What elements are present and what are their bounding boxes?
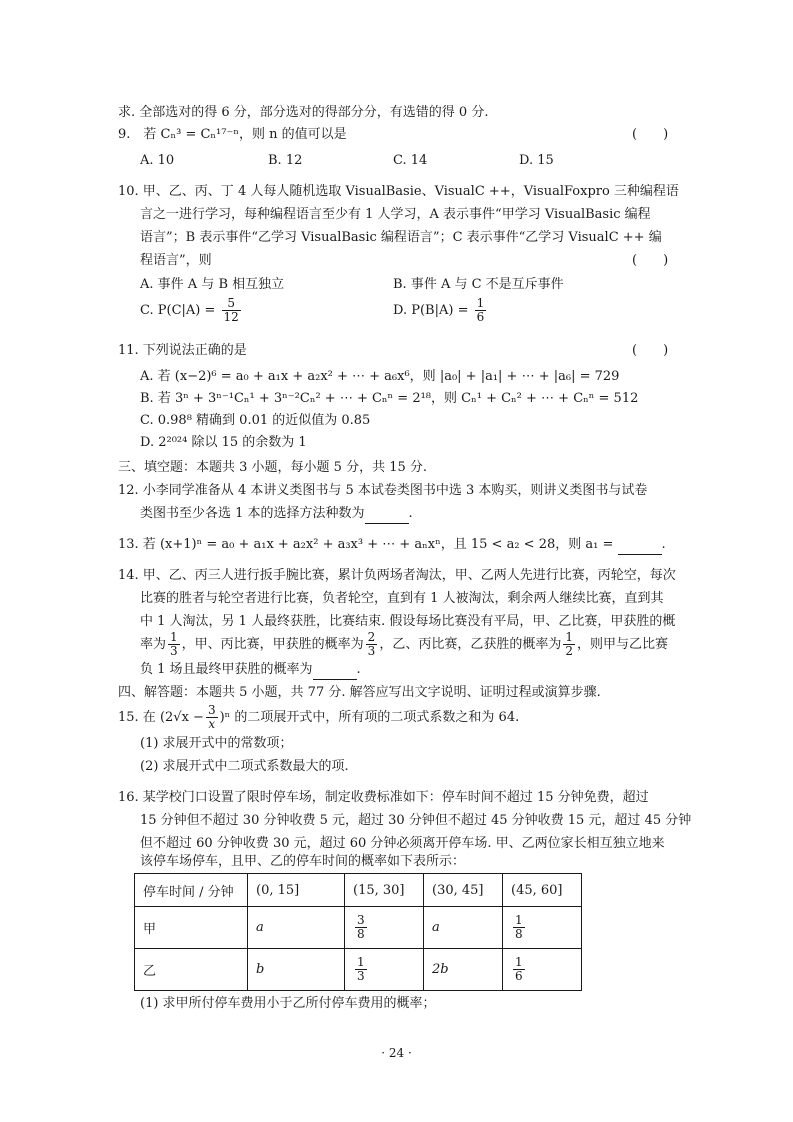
fraction-denominator: x [208, 717, 216, 731]
q14-fraction-1 [168, 631, 180, 657]
q12-text: 类图书至少各选 1 本的选择方法种数为 [140, 506, 365, 521]
fraction-numerator: 1 [476, 296, 485, 311]
q14-text-c: ，乙、丙比赛，乙获胜的概率为 [379, 637, 562, 652]
q11-stem: 11. 下列说法正确的是 [118, 343, 247, 358]
fraction-numerator: 3 [207, 703, 216, 718]
section-intro: 求. 全部选对的得 6 分，部分选对的得部分分，有选错的得 0 分. [118, 105, 489, 120]
q9-option-c: C. 14 [393, 153, 428, 168]
q16-line-1: 16. 某学校门口设置了限时停车场，制定收费标准如下：停车时间不超过 15 分钟免费，超过 [118, 790, 649, 805]
q10-option-b: B. 事件 A 与 C 不是互斥事件 [393, 277, 564, 292]
q14-text-b: ，甲、丙比赛，甲获胜的概率为 [181, 637, 364, 652]
section-3-heading: 三、填空题：本题共 3 小题，每小题 5 分，共 15 分. [118, 460, 428, 475]
table-row [135, 907, 582, 949]
fraction-denominator: 3 [170, 644, 178, 658]
table-cell: a [248, 907, 345, 949]
q9-answer-bracket: ( ) [632, 127, 669, 142]
fraction-denominator: 8 [357, 927, 365, 941]
q16-part-1: (1) 求甲所付停车费用小于乙所付停车费用的概率； [140, 996, 436, 1011]
q14-line-3: 中 1 人淘汰，另 1 人最终获胜，比赛结束. 假设每场比赛没有平局，甲、乙比赛，甲获胜的概 [140, 614, 676, 629]
fraction-denominator: 3 [367, 644, 376, 658]
table-fraction [513, 956, 525, 982]
fraction-numerator: 1 [565, 630, 573, 645]
fraction-denominator: 6 [476, 310, 485, 324]
q9-option-a: A. 10 [140, 153, 175, 168]
fraction-denominator: 3 [357, 969, 365, 983]
q10-line-3: 语言”；B 表示事件“乙学习 VisualBasic 编程语言”；C 表示事件“乙学习 VisualC ++ 编 [140, 230, 662, 245]
q16-line-4: 该停车场停车，且甲、乙的停车时间的概率如下表所示： [140, 854, 466, 869]
q10-line-4: 程语言”，则 [140, 253, 212, 268]
q15-suffix: 的二项展开式中，所有项的二项式系数之和为 64. [234, 710, 520, 725]
q14-text-e: 负 1 场且最终甲获胜的概率为 [140, 662, 313, 677]
parking-probability-table [134, 873, 582, 991]
q13-answer-blank[interactable] [618, 540, 662, 555]
q14-text-a: 率为 [140, 637, 167, 652]
q15-expr-fraction [206, 704, 218, 730]
fraction-numerator: 1 [515, 955, 523, 970]
table-cell [503, 949, 582, 991]
fraction-numerator: 3 [357, 913, 365, 928]
q11-answer-bracket: ( ) [632, 343, 669, 358]
q12-answer-blank[interactable] [365, 509, 409, 524]
fraction-denominator: 8 [515, 927, 523, 941]
q10-option-d-fraction [475, 297, 487, 323]
fraction-denominator: 6 [515, 969, 523, 983]
table-fraction [355, 956, 367, 982]
table-row-label: 乙 [135, 949, 248, 991]
table-cell [345, 949, 424, 991]
q9-stem: 9. 若 Cₙ³ = Cₙ¹⁷⁻ⁿ，则 n 的值可以是 [118, 127, 347, 142]
q15-stem [118, 703, 519, 733]
q14-text-d: ，则甲与乙比赛 [576, 637, 668, 652]
table-cell: b [248, 949, 345, 991]
q14-line-1: 14. 甲、乙、丙三人进行扳手腕比赛，累计负两场者淘汰，甲、乙两人先进行比赛，丙轮空，每次 [118, 568, 676, 583]
table-fraction [513, 914, 525, 940]
q12-line-2 [140, 504, 413, 524]
q12-line-1: 12. 小李同学准备从 4 本讲义类图书与 5 本试卷类图书中选 3 本购买，则讲义类图书与试卷 [118, 483, 648, 498]
q11-option-a: A. 若 (x−2)⁶ = a₀ + a₁x + a₂x² + ⋯ + a₆x⁶，则 |a₀| + |a₁| + ⋯ + |a₆| = 729 [140, 369, 620, 384]
q12-period: . [408, 506, 413, 521]
table-cell: 2b [424, 949, 503, 991]
q11-option-c: C. 0.98⁸ 精确到 0.01 的近似值为 0.85 [140, 413, 371, 428]
fraction-numerator: 2 [367, 630, 376, 645]
table-cell [345, 907, 424, 949]
q10-option-a: A. 事件 A 与 B 相互独立 [140, 277, 285, 292]
table-cell [503, 907, 582, 949]
fraction-denominator: 2 [565, 644, 573, 658]
table-fraction [355, 914, 367, 940]
q10-option-d-text: D. P(B|A) = [393, 303, 469, 318]
q14-line-4 [140, 630, 668, 660]
q9-option-d: D. 15 [519, 153, 554, 168]
q14-answer-blank[interactable] [313, 665, 357, 680]
fraction-denominator: 12 [223, 310, 239, 324]
table-header-cell: (15, 30] [345, 874, 424, 907]
q14-period: . [356, 662, 361, 677]
table-header-cell: (0, 15] [248, 874, 345, 907]
q10-option-c [140, 296, 243, 326]
q14-fraction-3 [563, 631, 575, 657]
q15-part-1: (1) 求展开式中的常数项； [140, 736, 293, 751]
q13-period: . [661, 537, 666, 552]
q14-fraction-2 [366, 631, 378, 657]
q11-option-d: D. 2²⁰²⁴ 除以 15 的余数为 1 [140, 435, 307, 450]
q10-line-2: 言之一进行学习，每种编程语言至少有 1 人学习，A 表示事件“甲学习 VisualBasic 编程 [140, 207, 651, 222]
q10-option-c-fraction [222, 297, 241, 323]
fraction-numerator: 1 [515, 913, 523, 928]
table-row-label: 甲 [135, 907, 248, 949]
q14-line-5 [140, 660, 361, 680]
section-4-heading: 四、解答题：本题共 5 小题，共 77 分. 解答应写出文字说明、证明过程或演算步骤. [118, 685, 601, 700]
table-cell: a [424, 907, 503, 949]
table-header-cell: 停车时间 / 分钟 [135, 874, 248, 907]
q15-prefix: 15. 在 [118, 710, 156, 725]
table-header-row [135, 874, 582, 907]
q15-part-2: (2) 求展开式中二项式系数最大的项. [140, 759, 349, 774]
fraction-numerator: 1 [170, 630, 178, 645]
q13-text: 13. 若 (x+1)ⁿ = a₀ + a₁x + a₂x² + a₃x³ + ⋯ + aₙxⁿ，且 15 < a₂ < 28，则 a₁ = [118, 537, 614, 552]
table-header-cell: (45, 60] [503, 874, 582, 907]
q10-answer-bracket: ( ) [632, 253, 669, 268]
q10-option-c-text: C. P(C|A) = [140, 303, 216, 318]
q13-line [118, 535, 666, 555]
table-header-cell: (30, 45] [424, 874, 503, 907]
q15-expr-b: )ⁿ [219, 710, 231, 725]
q9-option-b: B. 12 [268, 153, 303, 168]
table-row [135, 949, 582, 991]
q10-line-1: 10. 甲、乙、丙、丁 4 人每人随机选取 VisualBasie、VisualC ++，VisualFoxpro 三种编程语 [118, 184, 679, 199]
fraction-numerator: 1 [357, 955, 365, 970]
q11-option-b: B. 若 3ⁿ + 3ⁿ⁻¹Cₙ¹ + 3ⁿ⁻²Cₙ² + ⋯ + Cₙⁿ = 2¹⁸，则 Cₙ¹ + Cₙ² + ⋯ + Cₙⁿ = 512 [140, 391, 639, 406]
q14-line-2: 比赛的胜者与轮空者进行比赛，负者轮空，直到有 1 人被淘汰，剩余两人继续比赛，直到其 [140, 591, 664, 606]
q10-option-d [393, 296, 488, 326]
page-number: · 24 · [381, 1046, 412, 1060]
q16-line-2: 15 分钟但不超过 30 分钟收费 5 元，超过 30 分钟但不超过 45 分钟收费 15 元，超过 45 分钟 [140, 813, 692, 828]
q15-expr-a: (2√x − [159, 710, 204, 725]
fraction-numerator: 5 [222, 297, 241, 311]
q16-line-3: 但不超过 60 分钟收费 30 元，超过 60 分钟必须离开停车场. 甲、乙两位家长相互独立地来 [140, 836, 665, 851]
